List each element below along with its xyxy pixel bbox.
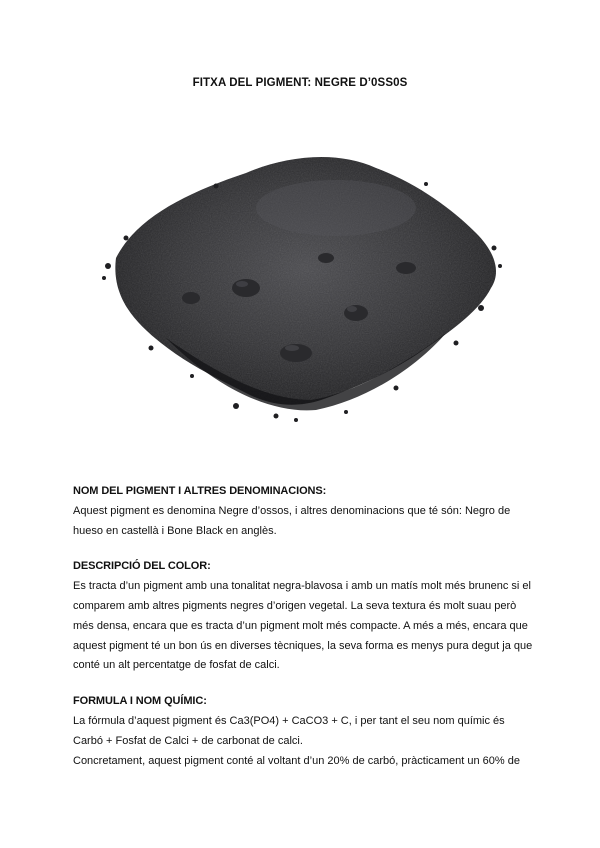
section-chemical-formula (73, 692, 535, 771)
pigment-powder-photo-icon (96, 138, 506, 428)
section-paragraph: Concretament, aquest pigment conté al voltant d’un 20% de carbó, pràcticament un 60% de (73, 754, 520, 767)
section-pigment-name (73, 482, 535, 541)
section-heading: DESCRIPCIÓ DEL COLOR: (73, 560, 211, 573)
section-paragraph: Es tracta d’un pigment amb una tonalitat negra-blavosa i amb un matís molt més brunenc si el comparem amb altres pigments negres d’origen vegetal. La seva textura és molt suau però més densa, encara que es tracta d’un pigment molt més compacte. A més a més, encara que aquest pigment té un bon ús en diverses tècniques, la seva forma es menys pura degut ja que conté un alt percentatge de fosfat de calci. (73, 580, 533, 672)
page-title: FITXA DEL PIGMENT: NEGRE D’0SS0S (192, 77, 408, 89)
section-heading: FORMULA I NOM QUÍMIC: (73, 695, 207, 708)
section-color-description (73, 557, 535, 676)
section-paragraph: Aquest pigment es denomina Negre d’ossos, i altres denominacions que té són: Negro de hueso en castellà i Bone Black en anglès. (73, 504, 511, 537)
section-heading: NOM DEL PIGMENT I ALTRES DENOMINACIONS: (73, 485, 327, 497)
document-content (73, 482, 535, 771)
section-paragraph: La fórmula d’aquest pigment és Ca3(PO4) + CaCO3 + C, i per tant el seu nom químic és Carbó + Fosfat de Calci + de carbonat de calci. (73, 714, 505, 747)
